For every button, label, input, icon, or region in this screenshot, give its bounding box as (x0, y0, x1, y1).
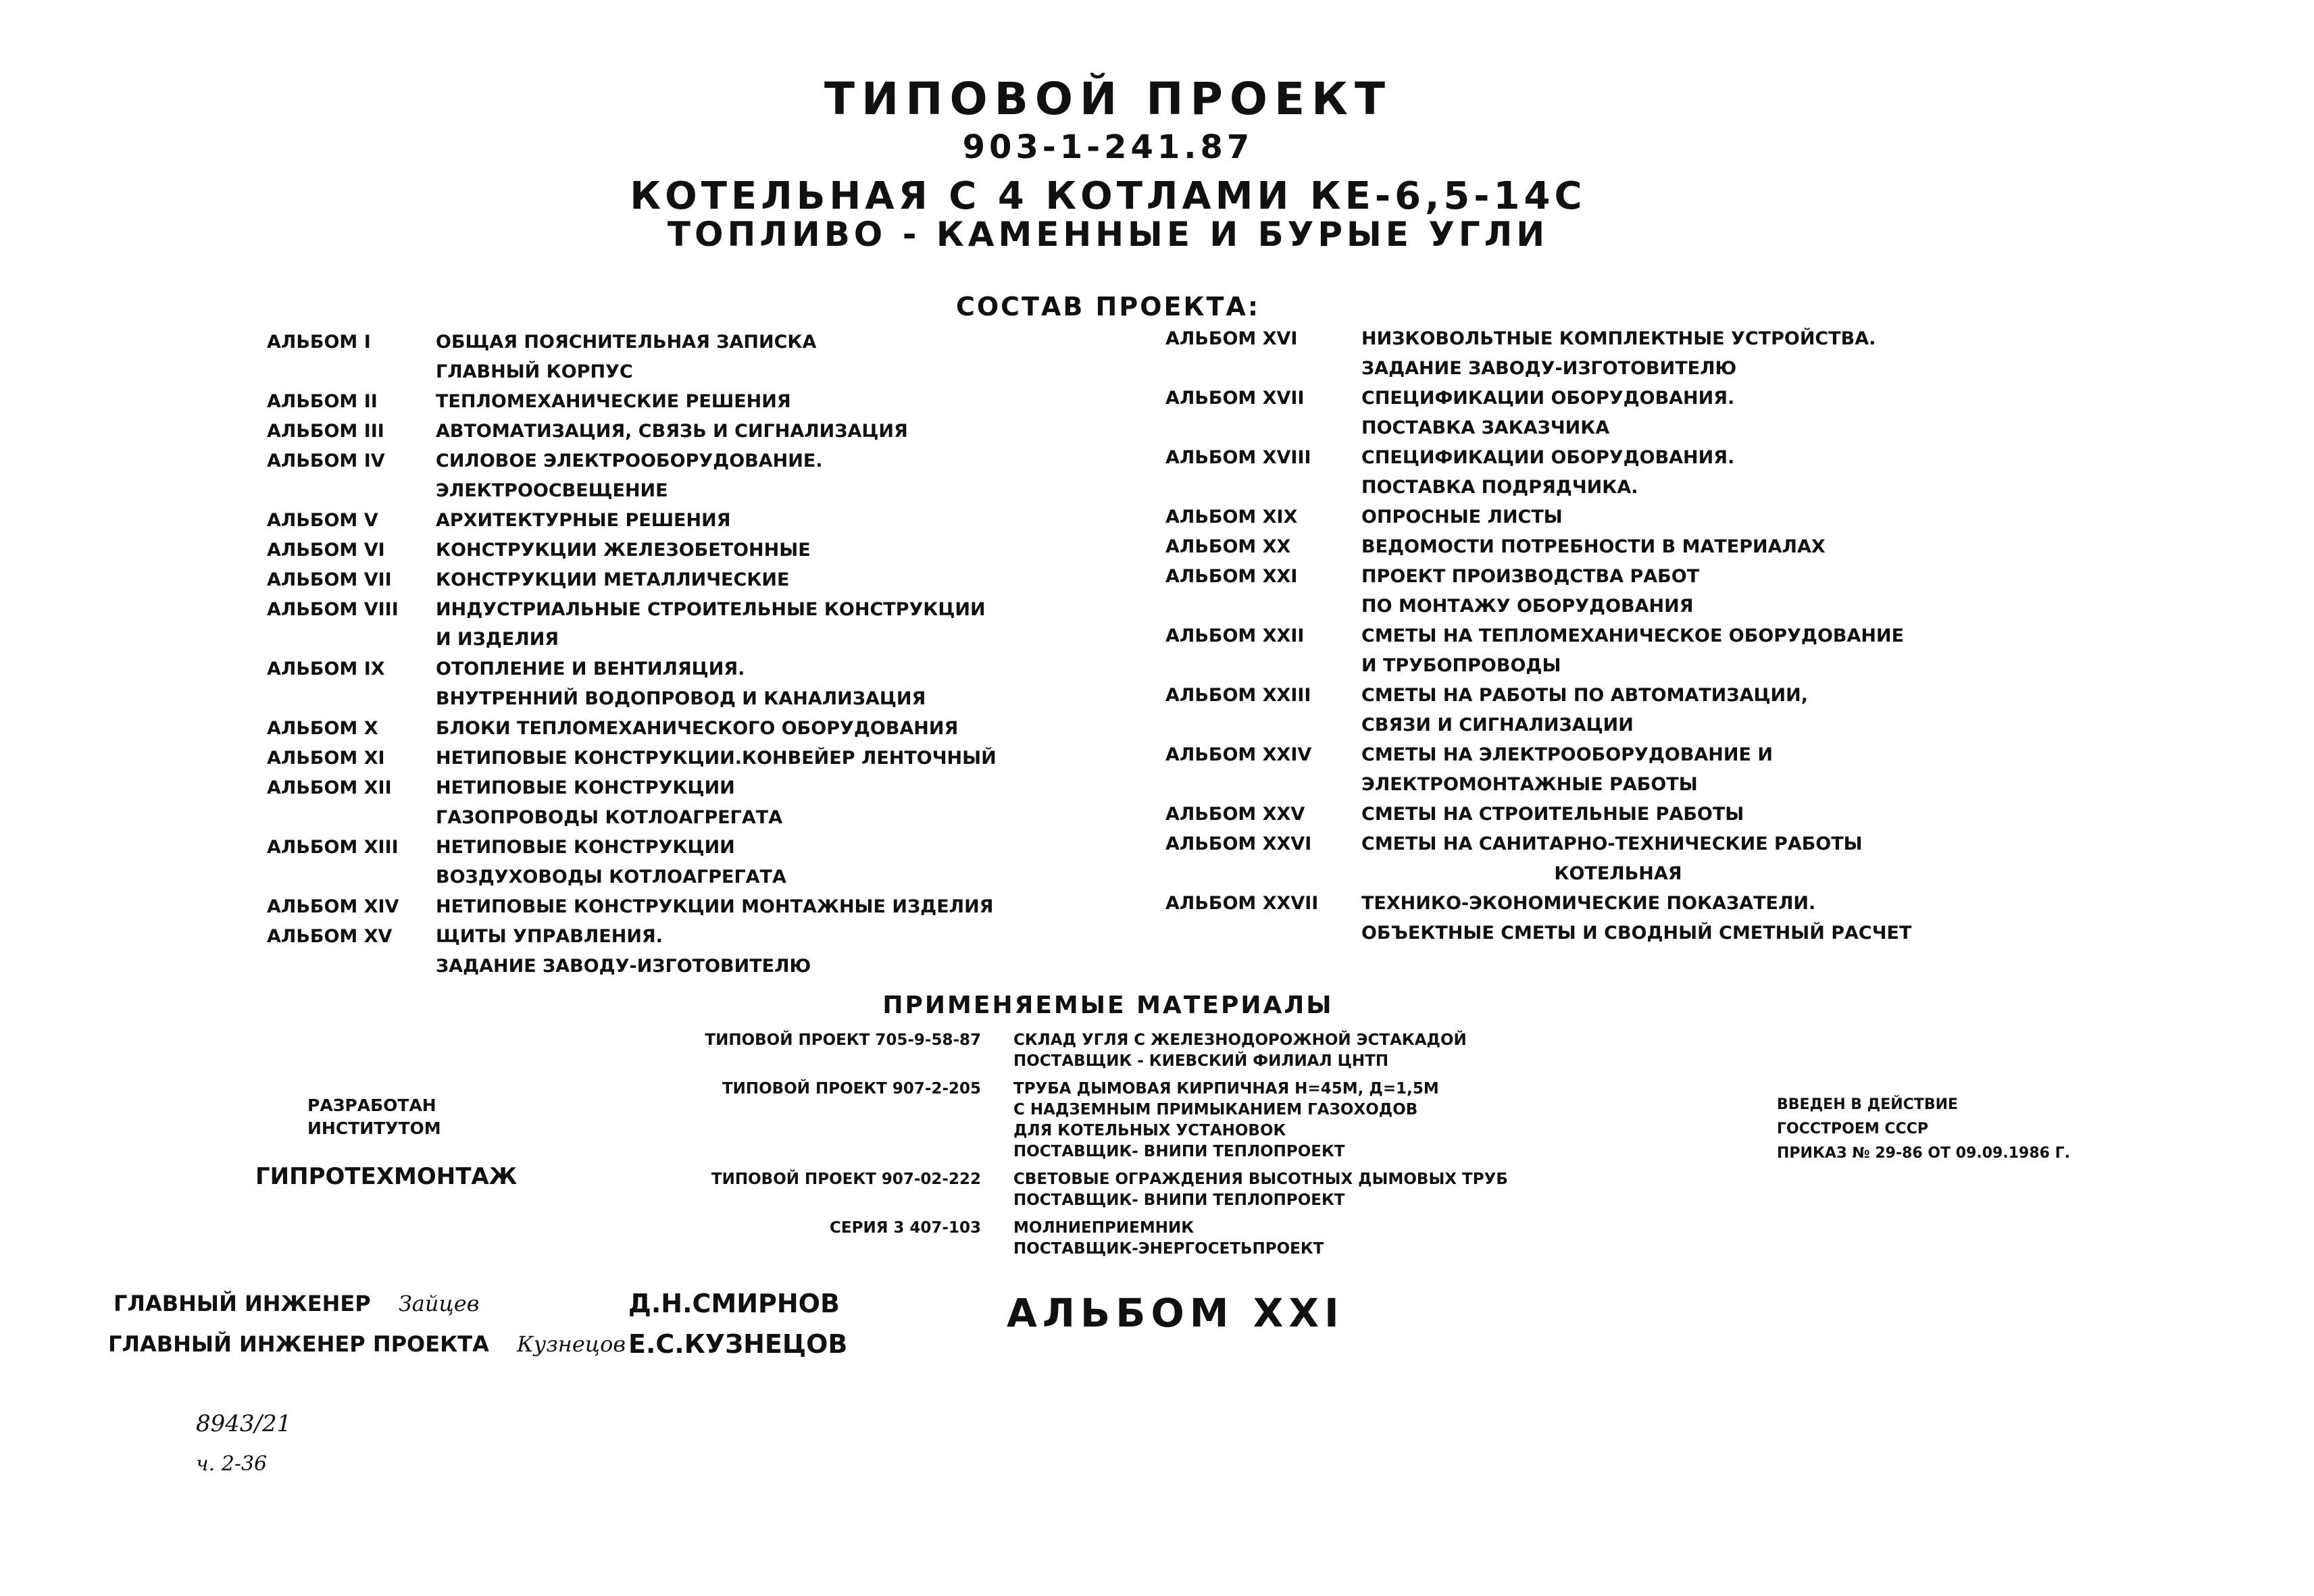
album-entry (267, 595, 1138, 654)
album-label: АЛЬБОМ XXVI (1165, 833, 1312, 854)
album-title: АВТОМАТИЗАЦИЯ, СВЯЗЬ И СИГНАЛИЗАЦИЯ (436, 421, 908, 442)
material-ref: ТИПОВОЙ ПРОЕКТ 907-02-222 (711, 1170, 981, 1188)
album-label: АЛЬБОМ I (267, 332, 371, 353)
album-entry (267, 654, 1138, 714)
chief-project-engineer-role: ГЛАВНЫЙ ИНЖЕНЕР ПРОЕКТА (108, 1331, 489, 1357)
composition-title: СОСТАВ ПРОЕКТА: (955, 292, 1261, 321)
album-title: ОБЩАЯ ПОЯСНИТЕЛЬНАЯ ЗАПИСКА (436, 332, 817, 353)
album-label: АЛЬБОМ XVIII (1165, 447, 1311, 468)
material-ref: ТИПОВОЙ ПРОЕКТ 705-9-58-87 (705, 1031, 981, 1049)
album-entry (267, 744, 1138, 773)
album-title: ОПРОСНЫЕ ЛИСТЫ (1361, 507, 1563, 527)
album-title: СПЕЦИФИКАЦИИ ОБОРУДОВАНИЯ. ПОСТАВКА ЗАКАЗЧИКА (1361, 388, 1735, 438)
album-title: КОНСТРУКЦИИ ЖЕЛЕЗОБЕТОННЫЕ (436, 540, 811, 561)
album-label: АЛЬБОМ XVII (1165, 388, 1305, 409)
chief-engineer-signature: Зайцев (398, 1291, 480, 1316)
album-label: АЛЬБОМ XXIV (1165, 744, 1312, 765)
album-label: АЛЬБОМ III (267, 421, 384, 442)
album-label: АЛЬБОМ XIX (1165, 507, 1298, 527)
handwritten-inventory-number: 8943/21 (196, 1410, 292, 1437)
chief-project-engineer-signature: Кузнецов (517, 1331, 626, 1357)
approval-note: ВВЕДЕН В ДЕЙСТВИЕ ГОССТРОЕМ СССР ПРИКАЗ № 29-86 ОТ 09.09.1986 Г. (1777, 1096, 2070, 1162)
project-code: 903-1-241.87 (962, 128, 1254, 166)
album-label: АЛЬБОМ XXVII (1165, 893, 1319, 914)
chief-engineer-row (114, 1285, 479, 1322)
album-title: НЕТИПОВЫЕ КОНСТРУКЦИИ МОНТАЖНЫЕ ИЗДЕЛИЯ (436, 896, 994, 917)
album-label: АЛЬБОМ X (267, 718, 378, 739)
album-entry (267, 536, 1138, 565)
material-text: СКЛАД УГЛЯ С ЖЕЛЕЗНОДОРОЖНОЙ ЭСТАКАДОЙ ПОСТАВЩИК - КИЕВСКИЙ ФИЛИАЛ ЦНТП (1013, 1031, 1467, 1070)
album-title: АРХИТЕКТУРНЫЕ РЕШЕНИЯ (436, 510, 731, 531)
album-title: ПРОЕКТ ПРОИЗВОДСТВА РАБОТ ПО МОНТАЖУ ОБОРУДОВАНИЯ (1361, 566, 1700, 617)
material-item (676, 1218, 1508, 1260)
album-entry (267, 446, 1138, 506)
album-label: АЛЬБОМ XV (267, 926, 393, 947)
album-label: АЛЬБОМ V (267, 510, 378, 531)
album-title: ОТОПЛЕНИЕ И ВЕНТИЛЯЦИЯ. ВНУТРЕННИЙ ВОДОПРОВОД И КАНАЛИЗАЦИЯ (436, 659, 926, 709)
album-label: АЛЬБОМ VI (267, 540, 385, 561)
chief-engineer-name: Д.Н.СМИРНОВ (628, 1289, 840, 1318)
section-heading-text: КОТЕЛЬНАЯ (1554, 863, 1682, 884)
album-label: АЛЬБОМ XIII (267, 837, 399, 858)
material-item (676, 1030, 1508, 1072)
album-label: АЛЬБОМ XIV (267, 896, 399, 917)
album-title: НЕТИПОВЫЕ КОНСТРУКЦИИ.КОНВЕЙЕР ЛЕНТОЧНЫЙ (436, 748, 997, 769)
album-title: СМЕТЫ НА ТЕПЛОМЕХАНИЧЕСКОЕ ОБОРУДОВАНИЕ И ТРУБОПРОВОДЫ (1361, 625, 1905, 676)
section-heading (267, 357, 1138, 387)
album-title: БЛОКИ ТЕПЛОМЕХАНИЧЕСКОГО ОБОРУДОВАНИЯ (436, 718, 959, 739)
album-label: АЛЬБОМ XVI (1165, 328, 1298, 349)
album-title: СМЕТЫ НА ЭЛЕКТРООБОРУДОВАНИЕ И ЭЛЕКТРОМОНТАЖНЫЕ РАБОТЫ (1361, 744, 1773, 795)
album-title: ИНДУСТРИАЛЬНЫЕ СТРОИТЕЛЬНЫЕ КОНСТРУКЦИИ И ИЗДЕЛИЯ (436, 599, 986, 650)
section-heading (1165, 859, 2071, 889)
developer-label: РАЗРАБОТАН ИНСТИТУТОМ (307, 1096, 441, 1138)
album-label: АЛЬБОМ XXII (1165, 625, 1305, 646)
album-label: АЛЬБОМ IX (267, 659, 385, 679)
material-item (676, 1169, 1508, 1211)
project-name: КОТЕЛЬНАЯ С 4 КОТЛАМИ КЕ-6,5-14С (630, 174, 1586, 218)
chief-project-engineer-name: Е.С.КУЗНЕЦОВ (628, 1329, 848, 1359)
album-title: СПЕЦИФИКАЦИИ ОБОРУДОВАНИЯ. ПОСТАВКА ПОДРЯДЧИКА. (1361, 447, 1735, 498)
project-fuel: ТОПЛИВО - КАМЕННЫЕ И БУРЫЕ УГЛИ (667, 215, 1549, 254)
album-title: СМЕТЫ НА СТРОИТЕЛЬНЫЕ РАБОТЫ (1361, 804, 1744, 825)
album-label: АЛЬБОМ VII (267, 569, 392, 590)
handwritten-part-number: ч. 2-36 (196, 1452, 268, 1476)
album-entry (1165, 384, 2071, 443)
album-entry (1165, 889, 2071, 948)
material-text: МОЛНИЕПРИЕМНИК ПОСТАВЩИК-ЭНЕРГОСЕТЬПРОЕКТ (1013, 1219, 1324, 1258)
developer-name: ГИПРОТЕХМОНТАЖ (255, 1163, 518, 1190)
album-entry (267, 387, 1138, 417)
album-title: ЩИТЫ УПРАВЛЕНИЯ. ЗАДАНИЕ ЗАВОДУ-ИЗГОТОВИТЕЛЮ (436, 926, 811, 977)
album-entry (1165, 532, 2071, 562)
album-title: ТЕХНИКО-ЭКОНОМИЧЕСКИЕ ПОКАЗАТЕЛИ. ОБЪЕКТНЫЕ СМЕТЫ И СВОДНЫЙ СМЕТНЫЙ РАСЧЕТ (1361, 893, 1912, 944)
album-entry (267, 506, 1138, 536)
album-title: НИЗКОВОЛЬТНЫЕ КОМПЛЕКТНЫЕ УСТРОЙСТВА. ЗАДАНИЕ ЗАВОДУ-ИЗГОТОВИТЕЛЮ (1361, 328, 1876, 379)
album-entry (1165, 681, 2071, 740)
album-title: ТЕПЛОМЕХАНИЧЕСКИЕ РЕШЕНИЯ (436, 391, 791, 412)
album-entry (267, 417, 1138, 446)
chief-project-engineer-row (108, 1325, 626, 1363)
composition-right-column (1165, 324, 2071, 948)
material-item (676, 1079, 1508, 1162)
album-entry (1165, 503, 2071, 532)
album-entry (1165, 324, 2071, 384)
album-label: АЛЬБОМ XII (267, 777, 392, 798)
album-entry (267, 892, 1138, 922)
album-entry (267, 922, 1138, 981)
album-title: НЕТИПОВЫЕ КОНСТРУКЦИИ ГАЗОПРОВОДЫ КОТЛОАГРЕГАТА (436, 777, 783, 828)
album-entry (1165, 621, 2071, 681)
album-entry (267, 565, 1138, 595)
album-title: СМЕТЫ НА САНИТАРНО-ТЕХНИЧЕСКИЕ РАБОТЫ (1361, 833, 1863, 854)
album-title: НЕТИПОВЫЕ КОНСТРУКЦИИ ВОЗДУХОВОДЫ КОТЛОАГРЕГАТА (436, 837, 786, 887)
album-label: АЛЬБОМ VIII (267, 599, 399, 620)
album-title: КОНСТРУКЦИИ МЕТАЛЛИЧЕСКИЕ (436, 569, 790, 590)
album-entry (267, 773, 1138, 833)
material-ref: СЕРИЯ 3 407-103 (830, 1219, 981, 1237)
project-type-heading: ТИПОВОЙ ПРОЕКТ (824, 73, 1392, 125)
album-label: АЛЬБОМ XXIII (1165, 685, 1311, 706)
album-title: СМЕТЫ НА РАБОТЫ ПО АВТОМАТИЗАЦИИ, СВЯЗИ И СИГНАЛИЗАЦИИ (1361, 685, 1808, 736)
album-label: АЛЬБОМ XXV (1165, 804, 1305, 825)
materials-list (676, 1030, 1508, 1266)
album-label: АЛЬБОМ IV (267, 451, 385, 471)
materials-title: ПРИМЕНЯЕМЫЕ МАТЕРИАЛЫ (882, 992, 1334, 1019)
album-entry (1165, 800, 2071, 829)
album-label: АЛЬБОМ XX (1165, 536, 1291, 557)
album-label: АЛЬБОМ XI (267, 748, 385, 769)
album-entry (1165, 562, 2071, 621)
album-title: СИЛОВОЕ ЭЛЕКТРООБОРУДОВАНИЕ. ЭЛЕКТРООСВЕЩЕНИЕ (436, 451, 823, 501)
composition-left-column (267, 328, 1138, 981)
material-text: ТРУБА ДЫМОВАЯ КИРПИЧНАЯ Н=45М, Д=1,5М С НАДЗЕМНЫМ ПРИМЫКАНИЕМ ГАЗОХОДОВ ДЛЯ КОТЕЛЬНЫХ УСТАНОВОК ПОСТАВЩИК- ВНИПИ ТЕПЛОПРОЕКТ (1013, 1080, 1439, 1160)
material-ref: ТИПОВОЙ ПРОЕКТ 907-2-205 (722, 1080, 981, 1098)
album-entry (1165, 443, 2071, 503)
album-entry (267, 833, 1138, 892)
material-text: СВЕТОВЫЕ ОГРАЖДЕНИЯ ВЫСОТНЫХ ДЫМОВЫХ ТРУБ ПОСТАВЩИК- ВНИПИ ТЕПЛОПРОЕКТ (1013, 1170, 1508, 1209)
album-entry (1165, 740, 2071, 800)
album-number: АЛЬБОМ XXI (1007, 1290, 1344, 1336)
album-title: ВЕДОМОСТИ ПОТРЕБНОСТИ В МАТЕРИАЛАХ (1361, 536, 1826, 557)
album-label: АЛЬБОМ II (267, 391, 378, 412)
section-heading-text: ГЛАВНЫЙ КОРПУС (436, 361, 633, 382)
album-entry (267, 714, 1138, 744)
chief-engineer-role: ГЛАВНЫЙ ИНЖЕНЕР (114, 1291, 371, 1316)
album-entry (1165, 829, 2071, 859)
album-label: АЛЬБОМ XXI (1165, 566, 1298, 587)
album-entry (267, 328, 1138, 357)
